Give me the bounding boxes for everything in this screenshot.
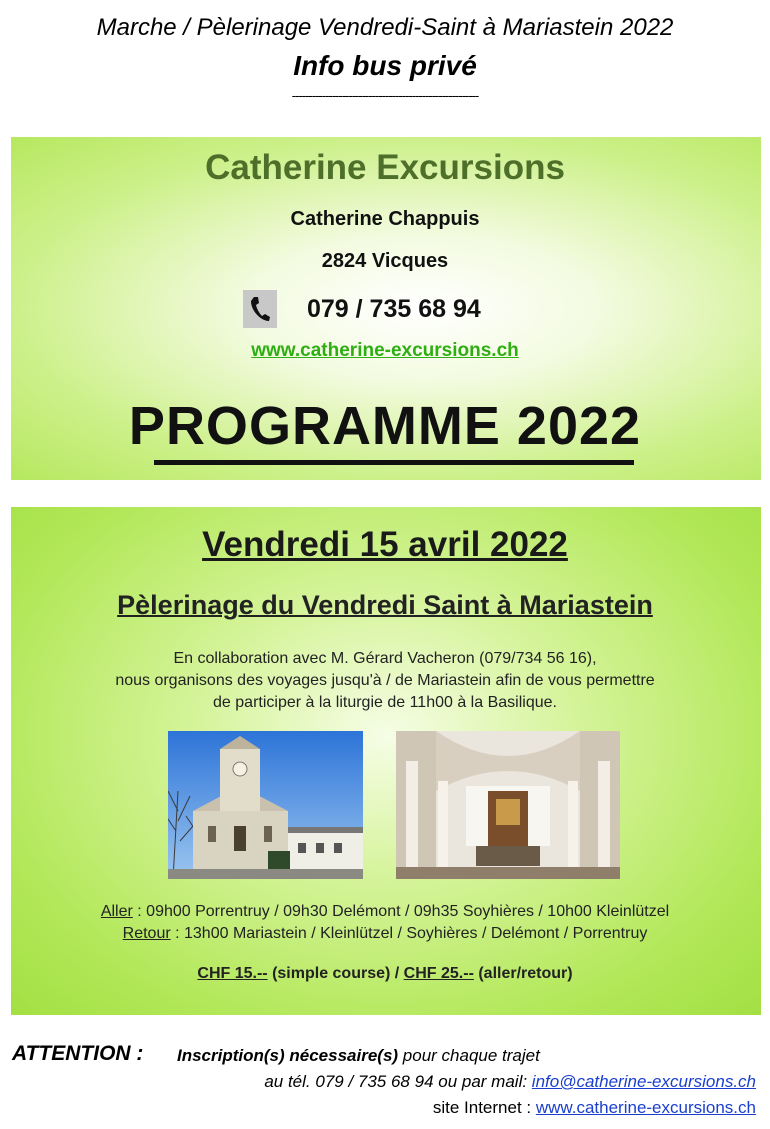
basilica-exterior-photo <box>168 731 363 879</box>
event-title: Pèlerinage du Vendredi Saint à Mariastein <box>117 590 653 620</box>
aller-times: : 09h00 Porrentruy / 09h30 Delémont / 09h35 Soyhières / 10h00 Kleinlützel <box>132 903 670 920</box>
event-description-line: nous organisons des voyages jusqu'à / de Mariastein afin de vous permettre <box>115 672 655 689</box>
programme-underline <box>154 460 634 465</box>
company-name: Catherine Excursions <box>205 148 565 187</box>
price-return: CHF 25.-- <box>403 965 474 982</box>
programme-title: PROGRAMME 2022 <box>128 396 642 456</box>
schedule-aller <box>0 903 770 921</box>
site-text: site Internet : <box>432 1098 536 1117</box>
event-description-line: de participer à la liturgie de 11h00 à la Basilique. <box>213 694 557 711</box>
contact-line <box>0 1072 756 1092</box>
event-date: Vendredi 15 avril 2022 <box>202 525 568 564</box>
contact-text: au tél. 079 / 735 68 94 ou par mail: <box>264 1072 532 1091</box>
price-single-note: (simple course) / <box>267 965 404 982</box>
registration-rest: pour chaque trajet <box>398 1046 540 1065</box>
separator-line: -------------------------------------------------------- <box>291 88 479 103</box>
site-link[interactable]: www.catherine-excursions.ch <box>535 1098 756 1117</box>
contact-address: 2824 Vicques <box>321 250 449 272</box>
phone-number: 079 / 735 68 94 <box>307 294 481 323</box>
aller-label: Aller <box>100 903 133 920</box>
site-line <box>0 1098 756 1118</box>
website-link[interactable]: www.catherine-excursions.ch <box>251 340 519 361</box>
phone-row <box>243 289 481 329</box>
retour-times: : 13h00 Mariastein / Kleinlützel / Soyhières / Delémont / Porrentruy <box>170 925 648 942</box>
registration-required: Inscription(s) nécessaire(s) <box>177 1046 399 1065</box>
basilica-interior-photo <box>396 731 620 879</box>
retour-label: Retour <box>122 925 171 942</box>
phone-icon <box>243 290 277 328</box>
price-line <box>0 965 770 983</box>
contact-name: Catherine Chappuis <box>290 208 480 230</box>
attention-label: ATTENTION : <box>12 1042 144 1065</box>
registration-note <box>177 1046 540 1066</box>
price-single: CHF 15.-- <box>197 965 268 982</box>
email-link[interactable]: info@catherine-excursions.ch <box>531 1072 756 1091</box>
schedule-retour <box>0 925 770 943</box>
price-return-note: (aller/retour) <box>473 965 573 982</box>
page-title: Marche / Pèlerinage Vendredi-Saint à Mariastein 2022 <box>96 14 674 41</box>
event-description-line: En collaboration avec M. Gérard Vacheron (079/734 56 16), <box>173 650 597 667</box>
page-subtitle: Info bus privé <box>293 50 477 81</box>
